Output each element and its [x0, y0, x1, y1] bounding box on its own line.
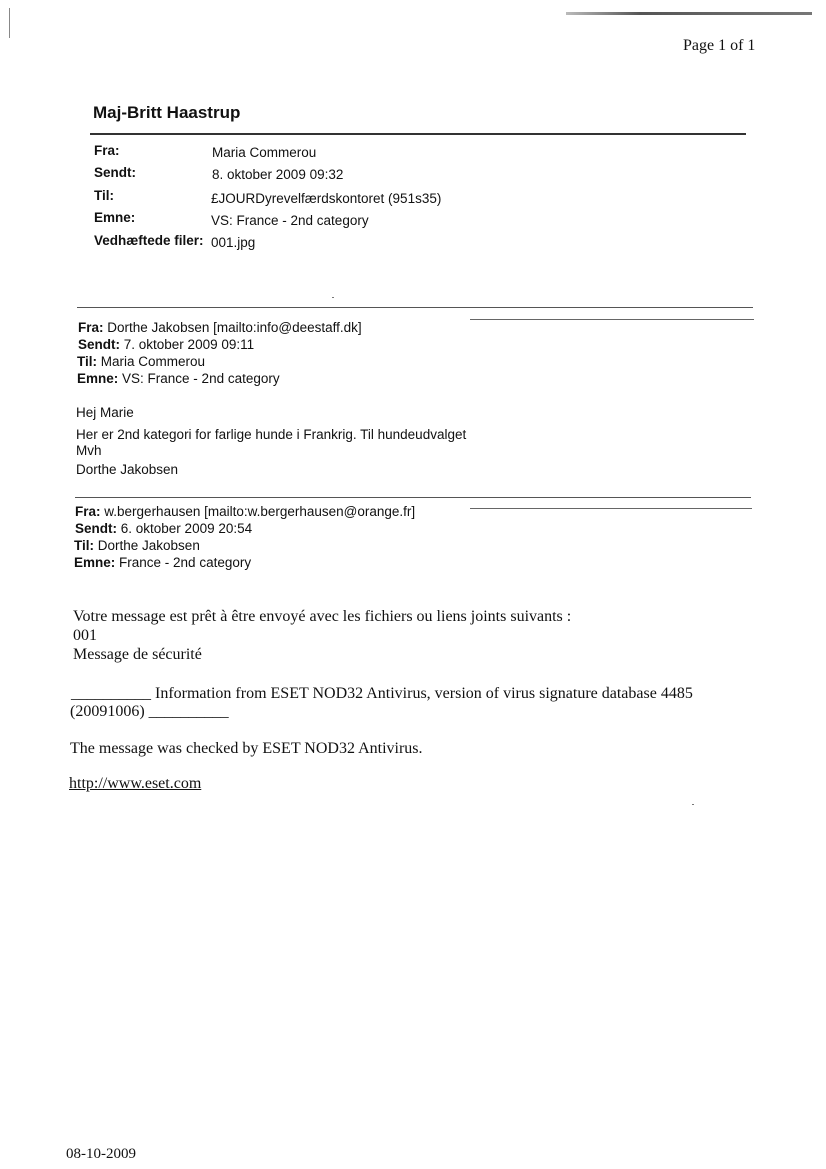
label-subject: Emne:	[94, 210, 136, 225]
header-divider	[90, 133, 746, 135]
msg2-body-line: Votre message est prêt à être envoyé avec les fichiers ou liens joints suivants :	[73, 608, 572, 625]
top-scan-rule	[566, 12, 812, 15]
antivirus-info-line-2: (20091006) __________	[70, 703, 229, 720]
msg2-subject-value: France - 2nd category	[119, 555, 252, 570]
msg2-subject: Emne: France - 2nd category	[74, 555, 252, 570]
eset-link[interactable]: http://www.eset.com	[69, 775, 202, 792]
label-to: Til:	[94, 188, 114, 203]
msg1-subject: Emne: VS: France - 2nd category	[77, 371, 280, 386]
message-2-divider	[75, 497, 751, 498]
msg2-to: Til: Dorthe Jakobsen	[74, 538, 200, 553]
message-1-divider	[77, 307, 753, 308]
msg1-to: Til: Maria Commerou	[77, 354, 206, 369]
msg1-body-line: Her er 2nd kategori for farlige hunde i Frankrig. Til hundeudvalget	[76, 427, 467, 442]
msg1-body-line: Dorthe Jakobsen	[76, 462, 179, 477]
message-2-divider-tail	[470, 508, 752, 509]
footer-date: 08-10-2009	[66, 1146, 136, 1162]
label-attachments: Vedhæftede filer:	[94, 233, 204, 248]
msg1-to-value: Maria Commerou	[100, 354, 206, 369]
scan-speck	[692, 804, 694, 805]
label-sent: Sendt:	[94, 165, 136, 180]
msg1-sent-value: 7. oktober 2009 09:11	[123, 337, 255, 352]
msg1-body-line: Hej Marie	[76, 405, 134, 420]
msg2-from-value: w.bergerhausen [mailto:w.bergerhausen@orange.fr]	[104, 504, 416, 519]
antivirus-checked-text: The message was checked by ESET NOD32 Antivirus.	[70, 740, 423, 757]
antivirus-info-line-1: __________ Information from ESET NOD32 Antivirus, version of virus signature database 4485	[71, 685, 693, 702]
message-1-divider-tail	[470, 319, 754, 320]
msg2-from: Fra: w.bergerhausen [mailto:w.bergerhausen@orange.fr]	[75, 504, 416, 519]
msg2-to-value: Dorthe Jakobsen	[97, 538, 200, 553]
msg2-body-line: 001	[73, 627, 97, 644]
msg1-from: Fra: Dorthe Jakobsen [mailto:info@deestaff.dk]	[78, 320, 362, 335]
msg1-from-value: Dorthe Jakobsen [mailto:info@deestaff.dk]	[107, 320, 362, 335]
msg1-sent: Sendt: 7. oktober 2009 09:11	[78, 337, 255, 352]
value-from: Maria Commerou	[212, 145, 317, 160]
label-from: Fra:	[94, 143, 120, 158]
msg2-sent: Sendt: 6. oktober 2009 20:54	[75, 521, 253, 536]
msg1-subject-value: VS: France - 2nd category	[122, 371, 280, 386]
msg1-body-line: Mvh	[76, 443, 102, 458]
msg2-body-line: Message de sécurité	[73, 646, 202, 663]
scan-edge-mark	[9, 8, 10, 38]
value-to: £JOURDyrevelfærdskontoret (951s35)	[211, 191, 442, 206]
value-subject: VS: France - 2nd category	[211, 213, 369, 228]
msg2-sent-value: 6. oktober 2009 20:54	[120, 521, 253, 536]
value-attachments: 001.jpg	[211, 235, 256, 250]
page-number: Page 1 of 1	[683, 37, 756, 54]
recipient-name: Maj-Britt Haastrup	[93, 103, 241, 122]
scan-speck	[332, 297, 334, 298]
value-sent: 8. oktober 2009 09:32	[212, 167, 344, 182]
